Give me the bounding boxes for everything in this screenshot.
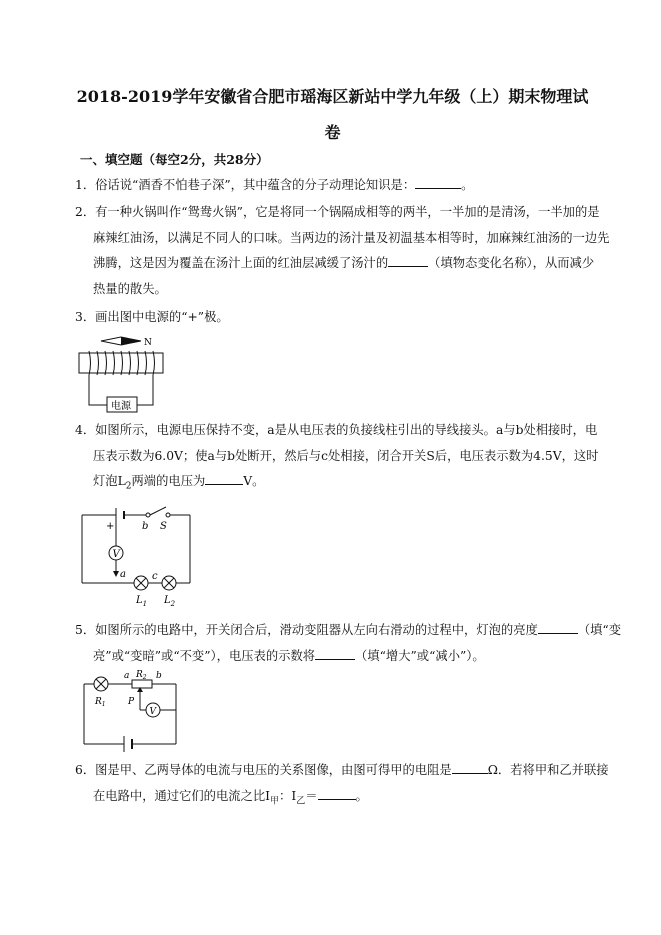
power-source-label: 电源 xyxy=(111,401,131,412)
question-6 xyxy=(75,758,609,814)
lamp-r1-icon xyxy=(94,677,108,691)
point-a-label: a xyxy=(124,671,130,681)
q3-solenoid-figure xyxy=(75,333,175,415)
lamp-l2-label: $L_2$ xyxy=(164,595,176,608)
point-c-label: c xyxy=(152,571,158,582)
switch-s-label: S xyxy=(160,521,167,532)
q3-n-label: N xyxy=(144,338,152,348)
slider-p-label: P xyxy=(128,697,135,707)
section-heading-fill-in: 一、填空题（每空2分，共28分） xyxy=(80,152,269,167)
point-a-label: a xyxy=(120,569,126,580)
point-b-label: b xyxy=(156,671,162,681)
question-3: 3．画出图中电源的“+”极。 xyxy=(75,310,229,324)
voltmeter-label: V xyxy=(149,707,156,717)
question-2 xyxy=(75,200,610,302)
lamp-r1-label: $R_1$ xyxy=(95,697,106,708)
q2-answer-blank[interactable] xyxy=(388,252,428,267)
q4-answer-blank[interactable] xyxy=(205,470,243,485)
q2-line4: 热量的散失。 xyxy=(93,281,167,296)
q4-line2: 压表示数为6.0V；使a与b处断开，然后与c处相接，闭合开关S后，电压表示数为4.5V，这时 xyxy=(93,448,599,463)
point-b-label: b xyxy=(142,521,149,532)
question-1: 1．俗话说“酒香不怕巷子深”，其中蕴含的分子动理论知识是： 。 xyxy=(75,173,595,199)
q2-line1: 2．有一种火锅叫作“鸳鸯火锅”，它是将同一个锅隔成相等的两半，一半加的是清汤，一半加的是 xyxy=(75,205,600,219)
q1-text: 1．俗话说“酒香不怕巷子深”，其中蕴含的分子动理论知识是： xyxy=(75,178,416,192)
q5-line2: 亮”或“变暗”或“不变”），电压表的示数将 （填“增大”或“减小”）。 xyxy=(75,644,595,670)
rheostat-r2-label: $R_2$ xyxy=(136,670,147,681)
voltmeter-label: V xyxy=(112,549,120,560)
iron-core xyxy=(79,353,163,373)
q5-answer-blank-2[interactable] xyxy=(315,645,355,660)
q2-line2: 麻辣红油汤，以满足不同人的口味。当两边的汤汁量及初温基本相等时，加麻辣红油汤的一边先 xyxy=(93,230,610,245)
lamp-l1-icon xyxy=(134,576,148,590)
q6-line1: 6．图是甲、乙两导体的电流与电压的关系图像，由图可得甲的电阻是 Ω．若将甲和乙并联接 xyxy=(75,758,595,784)
wire-end-arrow-icon xyxy=(113,571,119,577)
document-title-line1: 2018-2019学年安徽省合肥市瑶海区新站中学九年级（上）期末物理试 xyxy=(76,87,589,106)
q4-line1: 4．如图所示，电源电压保持不变，a是从电压表的负接线柱引出的导线接头。a与b处相接时，电 xyxy=(75,423,598,437)
question-4 xyxy=(75,418,599,500)
lamp-l2-icon xyxy=(162,576,176,590)
document-title-line2: 卷 xyxy=(324,123,341,142)
q1-answer-blank[interactable] xyxy=(415,174,461,189)
q6-answer-blank-1[interactable] xyxy=(452,759,488,774)
q5-circuit-figure xyxy=(80,668,185,756)
compass-needle-icon xyxy=(101,337,141,345)
q2-line3: 沸腾，这是因为覆盖在汤汁上面的红油层减缓了汤汁的 （填物态变化名称），从而减少 xyxy=(75,251,595,277)
q4-circuit-figure xyxy=(78,503,196,611)
q4-line3: 灯泡$L_2$两端的电压为 V。 xyxy=(75,469,595,500)
q5-answer-blank-1[interactable] xyxy=(538,619,578,634)
battery-plus-label: + xyxy=(106,521,115,532)
q6-line2: 在电路中，通过它们的电流之比$I_甲$：$I_乙=$ 。 xyxy=(75,784,595,815)
rheostat-r2 xyxy=(132,680,152,688)
lamp-l1-label: $L_1$ xyxy=(136,595,148,608)
question-5 xyxy=(75,618,621,669)
q5-line1: 5．如图所示的电路中，开关闭合后，滑动变阻器从左向右滑动的过程中，灯泡的亮度 （填“变 xyxy=(75,618,595,644)
q6-answer-blank-2[interactable] xyxy=(318,785,356,800)
